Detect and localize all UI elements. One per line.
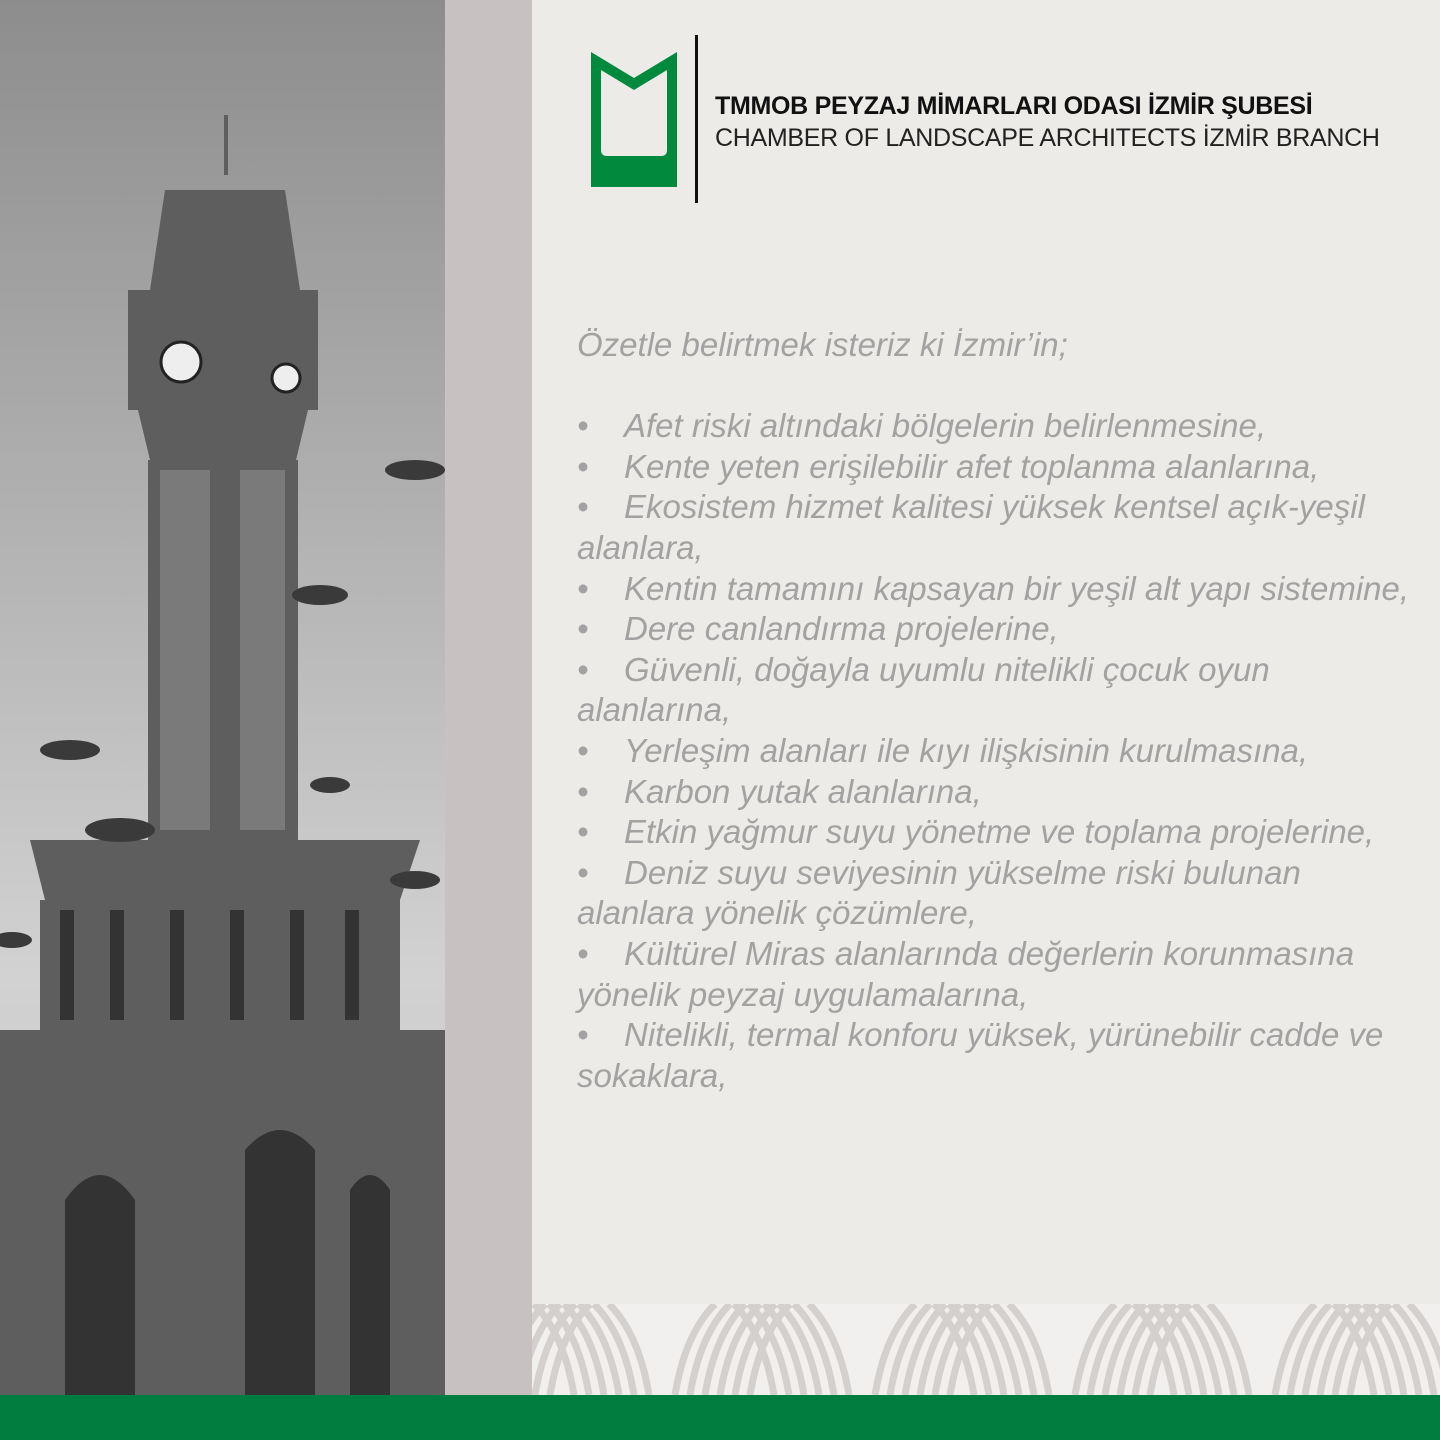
list-item-text: Etkin yağmur suyu yönetme ve toplama projelerine, xyxy=(624,813,1375,851)
list-item-text: Kente yeten erişilebilir afet toplanma alanlarına, xyxy=(624,447,1320,485)
list-item xyxy=(577,812,1417,853)
list-item-text: Güvenli, doğayla uyumlu nitelikli çocuk oyun alanlarına, xyxy=(577,650,1270,729)
list-item-text: Deniz suyu seviyesinin yükselme riski bulunan alanlara yönelik çözümlere, xyxy=(577,853,1301,932)
list-item xyxy=(577,487,1417,568)
footer-bar xyxy=(0,1395,1440,1440)
clock-tower-illustration xyxy=(0,0,445,1395)
list-item-text: Nitelikli, termal konforu yüksek, yürünebilir cadde ve sokaklara, xyxy=(577,1016,1384,1094)
list-item xyxy=(577,447,1417,488)
list-item xyxy=(577,650,1417,731)
bullet-icon: • xyxy=(577,813,589,851)
list-item xyxy=(577,609,1417,650)
list-item-text: Yerleşim alanları ile kıyı ilişkisinin kurulmasına, xyxy=(624,731,1309,769)
bullet-icon: • xyxy=(577,488,589,526)
bullet-icon: • xyxy=(577,772,589,810)
list-item-text: Dere canlandırma projelerine, xyxy=(624,610,1059,648)
statement-text xyxy=(577,325,1417,1096)
list-item-text: Kentin tamamını kapsayan bir yeşil alt yapı sistemine, xyxy=(624,569,1410,607)
bullet-icon: • xyxy=(577,407,589,445)
list-item-text: Kültürel Miras alanlarında değerlerin korunmasına yönelik peyzaj uygulamalarına, xyxy=(577,934,1355,1013)
org-name-english: CHAMBER OF LANDSCAPE ARCHITECTS İZMİR BRANCH xyxy=(715,124,1380,152)
list-item xyxy=(577,406,1417,447)
list-item-text: Ekosistem hizmet kalitesi yüksek kentsel açık-yeşil alanlara, xyxy=(577,488,1365,566)
bullet-icon: • xyxy=(577,447,589,485)
list-item xyxy=(577,731,1417,772)
bullet-icon: • xyxy=(577,569,589,607)
intro-line: Özetle belirtmek isteriz ki İzmir’in; xyxy=(577,326,1068,363)
decorative-strip xyxy=(445,0,532,1395)
list-item-text: Karbon yutak alanlarına, xyxy=(624,772,982,810)
header-divider xyxy=(695,35,698,203)
bullet-icon: • xyxy=(577,934,589,972)
demands-list xyxy=(577,406,1417,1096)
list-item xyxy=(577,569,1417,610)
list-item-text: Afet riski altındaki bölgelerin belirlenmesine, xyxy=(624,407,1266,445)
bullet-icon: • xyxy=(577,650,589,688)
bullet-icon: • xyxy=(577,1016,589,1054)
bullet-icon: • xyxy=(577,610,589,648)
org-name-turkish: TMMOB PEYZAJ MİMARLARI ODASI İZMİR ŞUBESİ xyxy=(715,92,1313,120)
list-item xyxy=(577,853,1417,934)
bullet-icon: • xyxy=(577,731,589,769)
clock-tower-photo xyxy=(0,0,445,1395)
list-item xyxy=(577,934,1417,1015)
list-item xyxy=(577,1015,1417,1096)
list-item xyxy=(577,772,1417,813)
chamber-logo xyxy=(591,52,677,187)
bullet-icon: • xyxy=(577,853,589,891)
wave-pattern xyxy=(532,1304,1440,1395)
